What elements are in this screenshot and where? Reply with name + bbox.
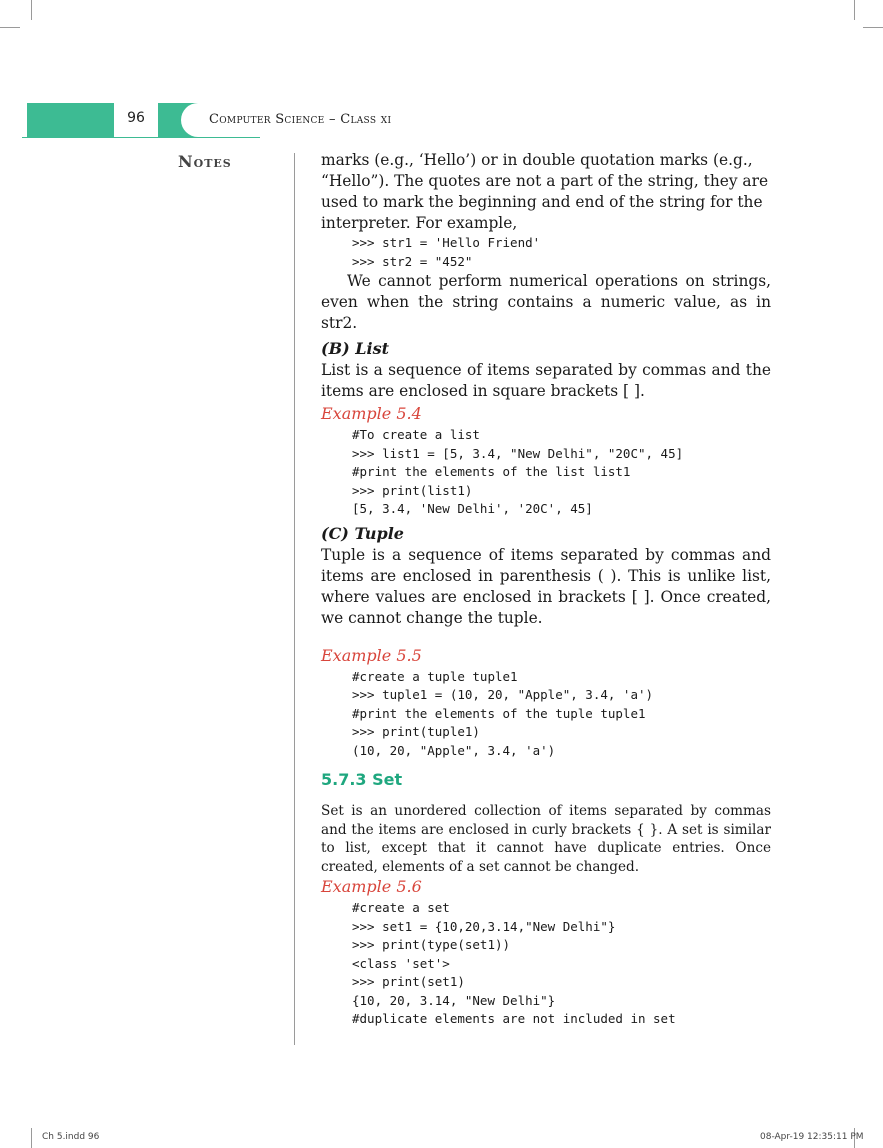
list-text: List is a sequence of items separated by commas and the items are enclosed in square brackets [ ].: [321, 361, 771, 400]
crop-mark: [0, 27, 20, 28]
crop-mark: [31, 0, 32, 20]
crop-mark: [863, 27, 883, 28]
code-line: #print the elements of the tuple tuple1: [352, 705, 646, 721]
code-line: >>> str2 = "452": [352, 253, 473, 269]
code-line: #create a tuple tuple1: [352, 668, 518, 684]
example-label: Example 5.4: [321, 404, 422, 423]
code-line: >>> set1 = {10,20,3.14,"New Delhi"}: [352, 918, 616, 934]
footer-file: Ch 5.indd 96: [42, 1132, 100, 1142]
section-heading: 5.7.3 Set: [321, 770, 403, 789]
numeric-note: We cannot perform numerical operations on strings, even when the string contains a numeric value, as in str2.: [321, 272, 771, 332]
code-line: >>> str1 = 'Hello Friend': [352, 235, 541, 250]
running-title: Computer Science – Class xi: [209, 112, 392, 127]
code-line: #print the elements of the list list1: [352, 464, 631, 479]
code-line: {10, 20, 3.14, "New Delhi"}: [352, 992, 556, 1008]
list-heading: (B) List: [321, 339, 389, 358]
intro-line: “Hello”). The quotes are not a part of the string, they are: [321, 172, 769, 190]
set-text: Set is an unordered collection of items separated by commas and the items are enclosed in curly brackets { }. A set is similar to list, except that it cannot have duplicate entries. Once created, elements of a set cannot be changed.: [321, 803, 771, 875]
code-line: #create a set: [352, 900, 450, 915]
code-line: >>> print(tuple1): [352, 724, 480, 739]
code-block: [321, 899, 771, 1029]
example-label: Example 5.6: [321, 877, 422, 896]
code-block: [321, 668, 771, 761]
code-line: #To create a list: [352, 427, 480, 442]
code-line: >>> tuple1 = (10, 20, "Apple", 3.4, 'a'): [352, 687, 654, 702]
code-line: >>> print(set1): [352, 974, 465, 989]
intro-line: used to mark the beginning and end of the string for the: [321, 193, 763, 211]
crop-mark: [854, 0, 855, 20]
code-line: >>> print(type(set1)): [352, 937, 511, 952]
example-label: Example 5.5: [321, 645, 422, 665]
intro-line: interpreter. For example,: [321, 214, 518, 232]
margin-rule: [294, 153, 295, 1045]
page-number: 96: [127, 110, 145, 126]
footer-timestamp: 08-Apr-19 12:35:11 PM: [760, 1132, 864, 1142]
crop-mark: [31, 1128, 32, 1148]
tuple-heading: (C) Tuple: [321, 523, 404, 543]
header-rule: [22, 137, 260, 138]
code-line: [5, 3.4, 'New Delhi', '20C', 45]: [352, 501, 593, 516]
notes-label: Notes: [178, 152, 232, 171]
code-line: #duplicate elements are not included in set: [352, 1011, 676, 1026]
page-content: [321, 150, 771, 1029]
code-block: [321, 426, 771, 519]
code-line: <class 'set'>: [352, 955, 450, 971]
tuple-text: Tuple is a sequence of items separated by commas and items are enclosed in parenthesis ( ). This is unlike list, where values are enclosed in brackets [ ]. Once created, we cannot change the tuple.: [321, 545, 771, 627]
code-line: >>> list1 = [5, 3.4, "New Delhi", "20C", 45]: [352, 445, 684, 461]
intro-line: marks (e.g., ‘Hello’) or in double quotation marks (e.g.,: [321, 151, 753, 169]
code-line: (10, 20, "Apple", 3.4, 'a'): [352, 742, 556, 758]
code-line: >>> print(list1): [352, 482, 473, 498]
